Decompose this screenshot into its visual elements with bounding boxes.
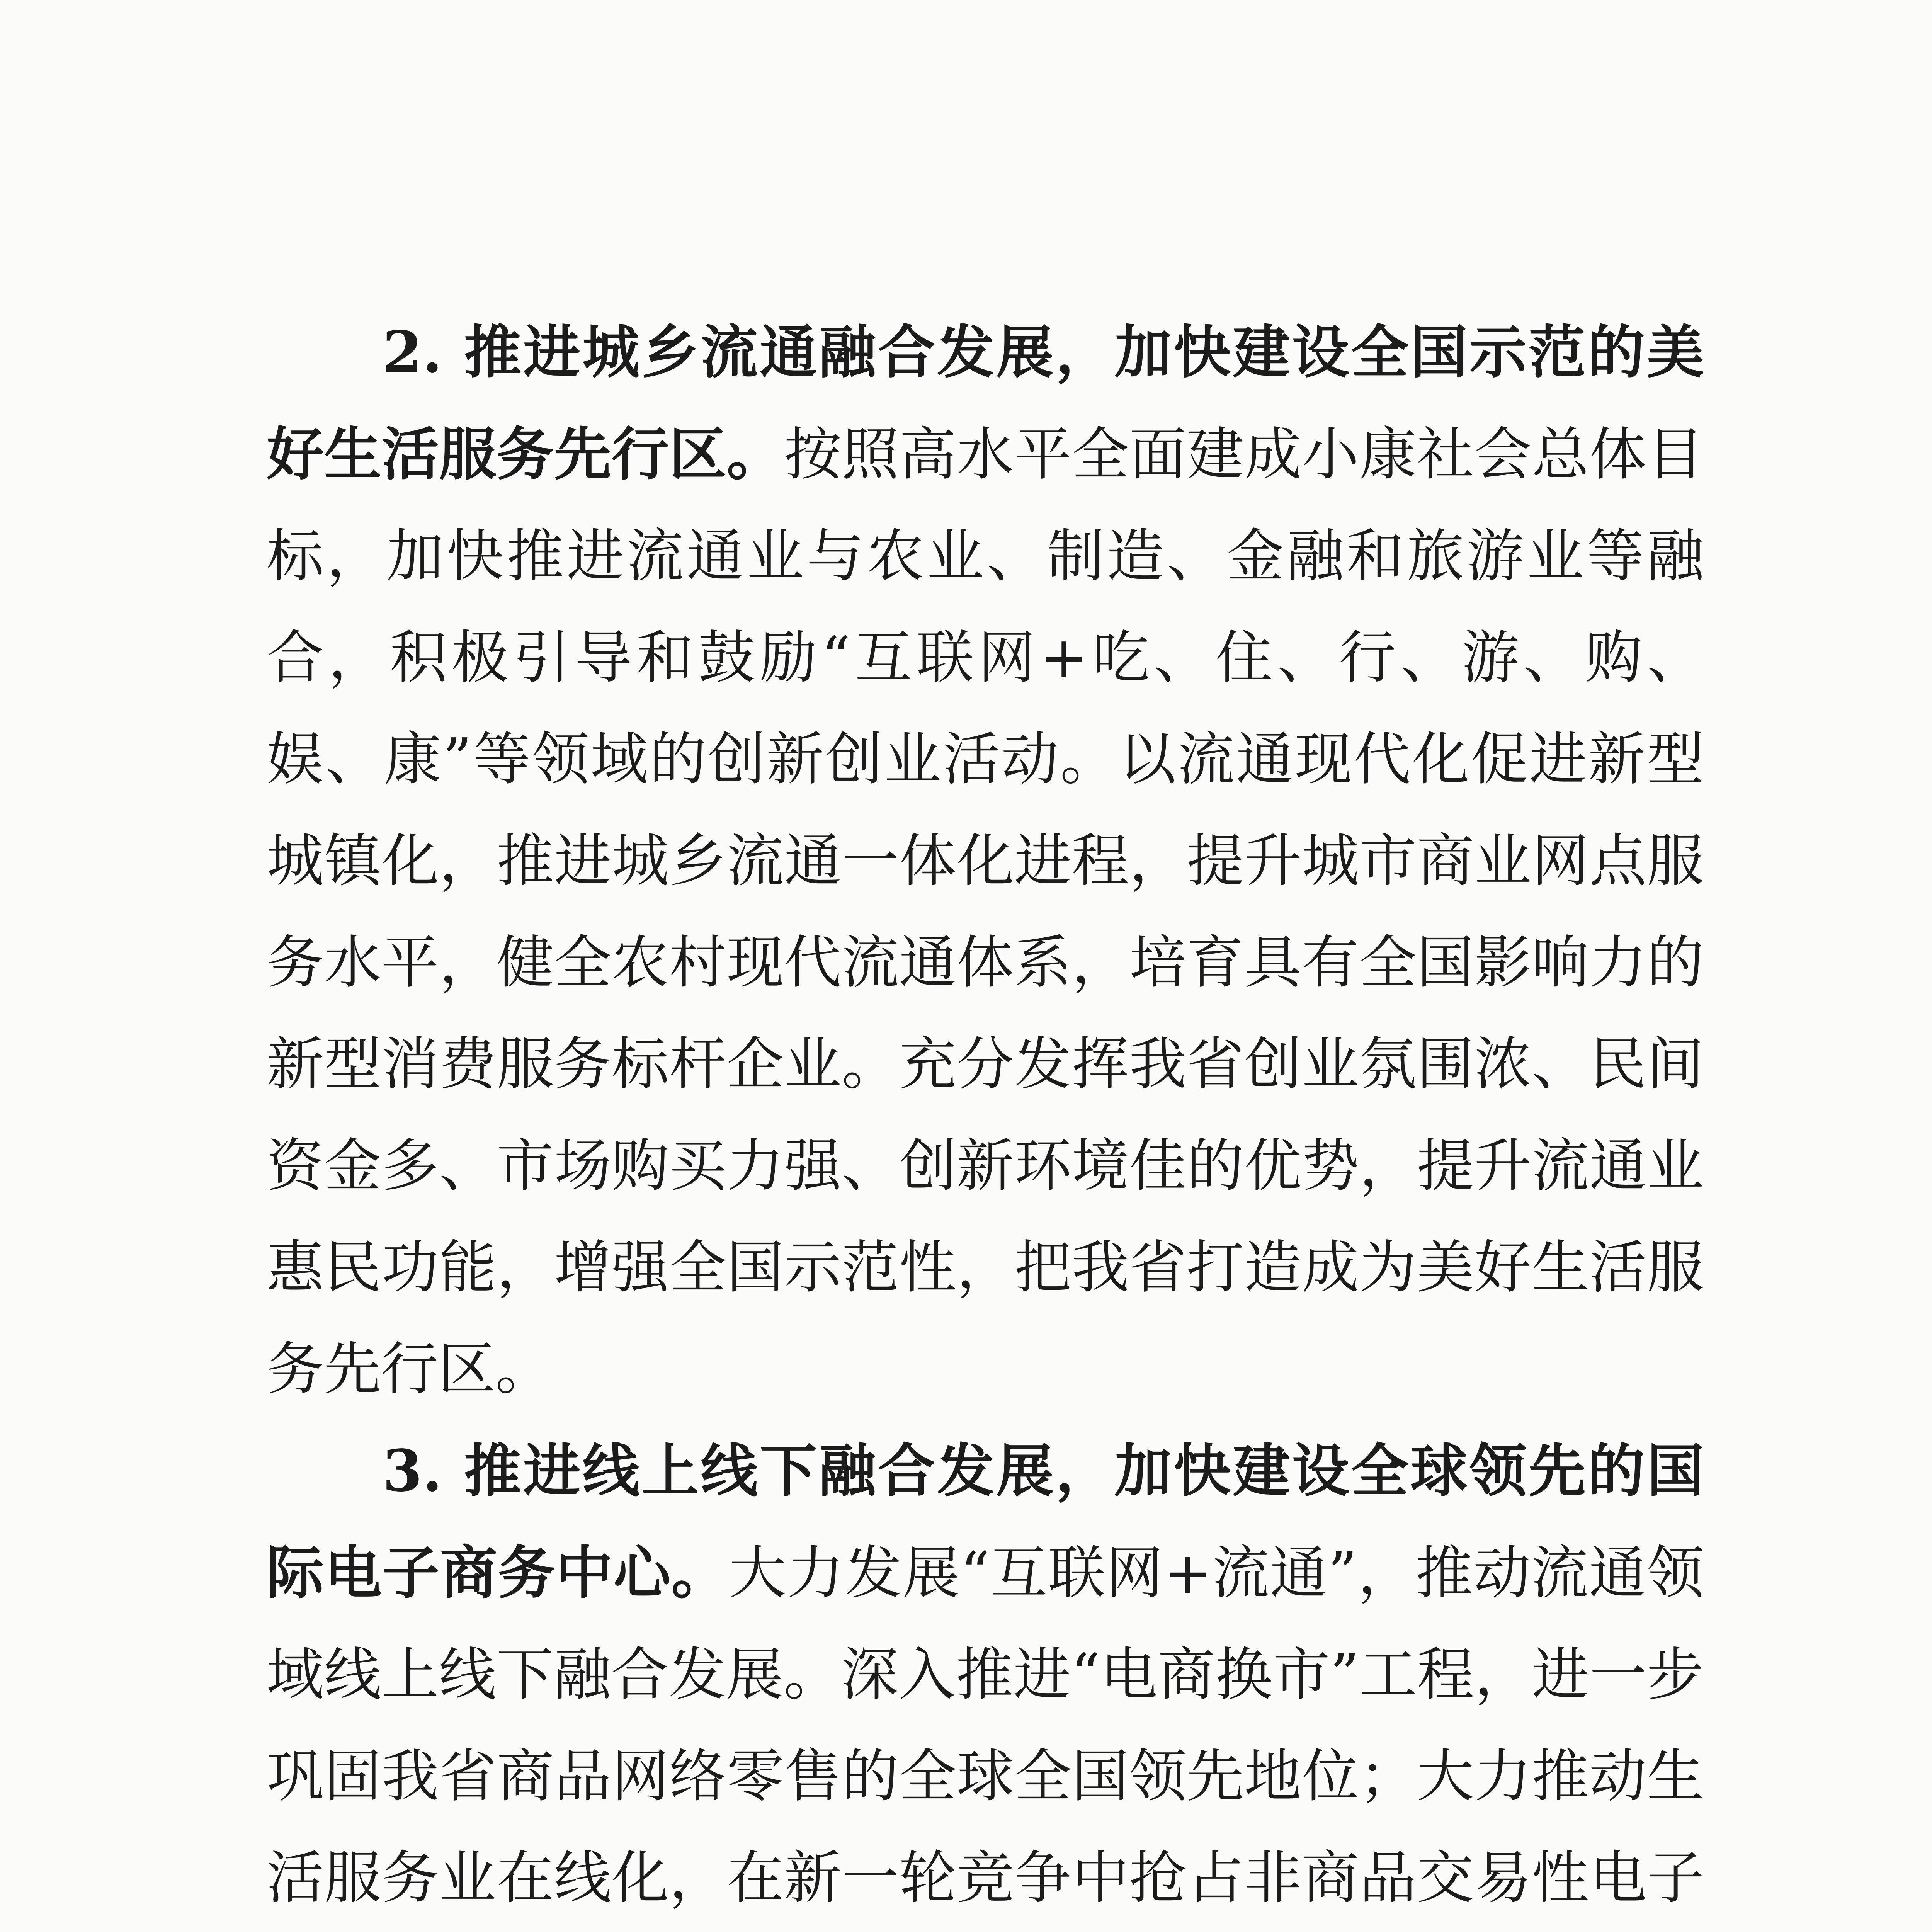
paragraph-text: 大力发展“互联网+流通”，推动流通领域线上线下融合发展。深入推进“电商换市”工程，进一步巩固我省商品网络零售的全球全国领先地位；大力推动生活服务业在线化，在新一轮竞争中抢占非商品交易性电子: [267, 1540, 1704, 1911]
paragraph-urban-rural-integration: [267, 301, 1704, 1420]
paragraph-lead: 3. 推进线上线下融合发展，加快建设全球领先的国际电子商务中心。: [267, 1437, 1704, 1606]
paragraph-lead: 2. 推进城乡流通融合发展，加快建设全国示范的美好生活服务先行区。: [267, 318, 1704, 488]
paragraph-text: 按照高水平全面建成小康社会总体目标，加快推进流通业与农业、制造、金融和旅游业等融合，积极引导和鼓励“互联网+吃、住、行、游、购、娱、康”等领域的创新创业活动。以流通现代化促进新型城镇化，推进城乡流通一体化进程，提升城市商业网点服务水平，健全农村现代流通体系，培育具有全国影响力的新型消费服务标杆企业。充分发挥我省创业氛围浓、民间资金多、市场购买力强、创新环境佳的优势，提升流通业惠民功能，增强全国示范性，把我省打造成为美好生活服务先行区。: [267, 421, 1704, 1402]
document-body: [267, 301, 1704, 1932]
paragraph-online-offline-integration: [267, 1420, 1704, 1932]
